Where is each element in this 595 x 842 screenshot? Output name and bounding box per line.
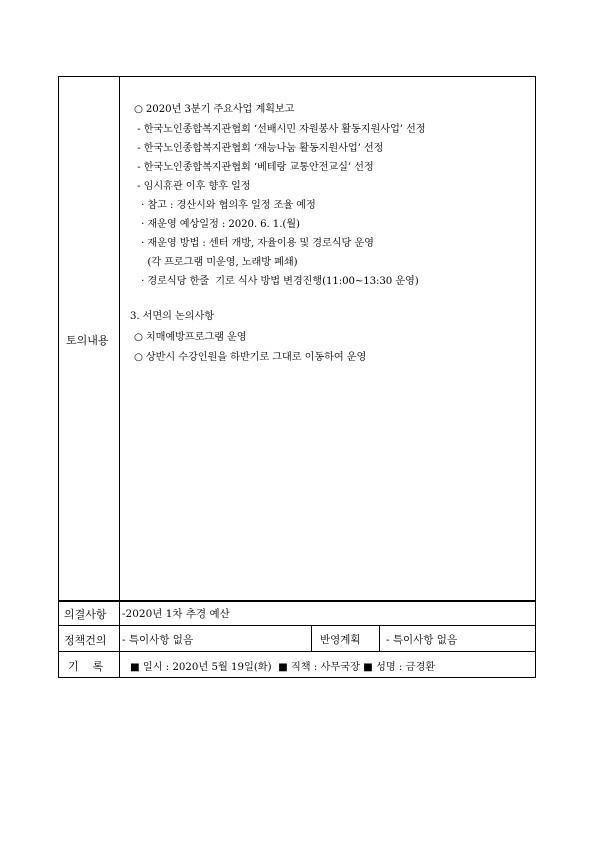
- policy-divider-2: [379, 625, 380, 651]
- policy-divider-1: [311, 625, 312, 651]
- row-divider-resolution: [58, 625, 536, 626]
- content-line: · 참고 : 경산시와 협의후 일정 조율 예정: [138, 200, 316, 211]
- record-label: 기 록: [68, 660, 104, 673]
- content-line: ○ 치매예방프로그램 운영: [134, 332, 247, 343]
- content-line: (각 프로그램 미운영, 노래방 폐쇄): [138, 257, 298, 268]
- content-line: · 재운영 방법 : 센터 개방, 자율이용 및 경로식당 운영: [138, 238, 374, 249]
- content-line: ○ 상반시 수강인원을 하반기로 그대로 이동하여 운영: [134, 352, 367, 363]
- content-line: 3. 서면의 논의사항: [130, 311, 214, 322]
- reflection-value: - 특이사항 없음: [386, 634, 458, 646]
- content-line: · 재운영 예상일정 : 2020. 6. 1.(월): [138, 219, 300, 230]
- content-line: ○ 2020년 3분기 주요사업 계획보고: [134, 104, 295, 115]
- row-divider-policy: [58, 651, 536, 652]
- label-column-divider: [119, 76, 120, 678]
- policy-value: - 특이사항 없음: [122, 634, 194, 646]
- record-value: ■ 일시 : 2020년 5월 19일(화) ■ 직책 : 사무국장 ■ 성명 : 금경환: [130, 662, 436, 673]
- discussion-label: 토의내용: [66, 334, 109, 347]
- content-line: - 한국노인종합복지관협회 ‘재능나눔 활동지원사업’ 선정: [134, 143, 384, 154]
- resolution-label: 의결사항: [64, 608, 107, 621]
- content-line: · 경로식당 한줄 기로 식사 방법 변경진행(11:00~13:30 운영): [138, 276, 419, 287]
- policy-label: 정책건의: [64, 634, 107, 647]
- content-line: - 한국노인종합복지관협회 ‘선배시민 자원봉사 활동지원사업’ 선정: [134, 124, 426, 135]
- reflection-label: 반영계획: [320, 634, 361, 646]
- resolution-value: -2020년 1차 추경 예산: [122, 608, 230, 620]
- content-line: - 한국노인종합복지관협회 ‘베테랑 교통안전교실’ 선정: [134, 162, 374, 173]
- content-line: - 임시휴관 이후 향후 일정: [134, 181, 251, 192]
- row-divider-discussion: [58, 600, 536, 602]
